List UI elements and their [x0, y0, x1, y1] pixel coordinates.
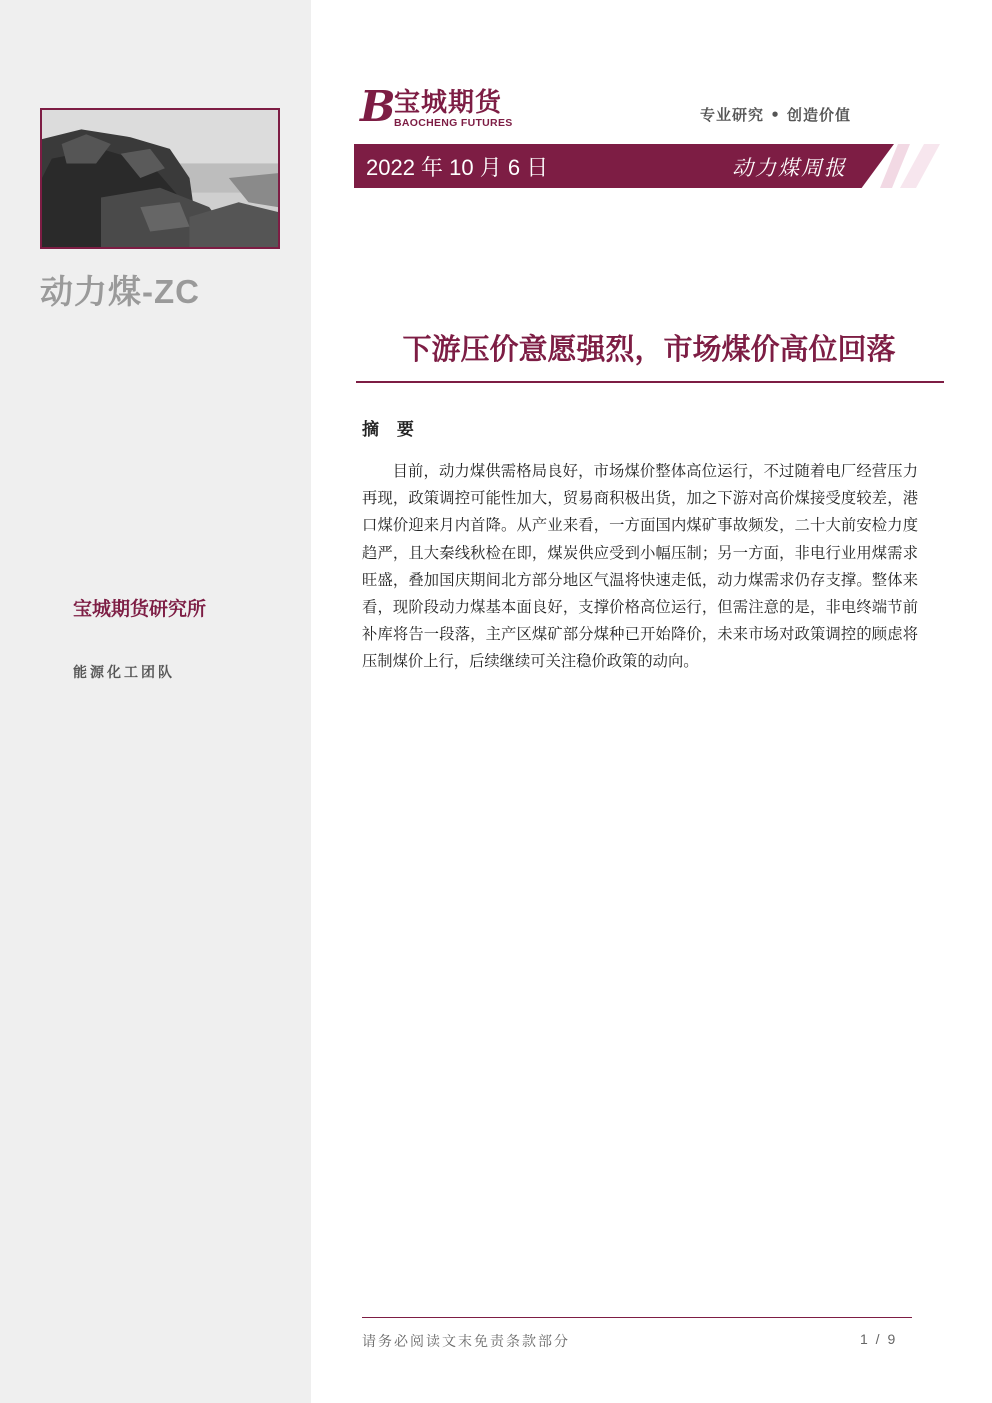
company-logo	[360, 84, 530, 134]
report-date: 2022 年 10 月 6 日	[366, 155, 549, 180]
abstract-body: 目前，动力煤供需格局良好，市场煤价整体高位运行，不过随着电厂经营压力再现，政策调控可能性加大，贸易商积极出货，加之下游对高价煤接受度较差，港口煤价迎来月内首降。从产业来看，一方面国内煤矿事故频发，二十大前安检力度趋严，且大秦线秋检在即，煤炭供应受到小幅压制；另一方面，非电行业用煤需求旺盛，叠加国庆期间北方部分地区气温将快速走低，动力煤需求仍存支撑。整体来看，现阶段动力煤基本面良好，支撑价格高位运行，但需注意的是，非电终端节前补库将告一段落，主产区煤矿部分煤种已开始降价，未来市场对政策调控的顾虑将压制煤价上行，后续继续可关注稳价政策的动向。	[362, 462, 918, 671]
footer-disclaimer: 请务必阅读文末免责条款部分	[362, 1334, 570, 1350]
product-code: 动力煤-ZC	[40, 273, 200, 310]
abstract-heading: 摘 要	[362, 420, 420, 440]
team-name: 能源化工团队	[73, 665, 175, 681]
institute-name: 宝城期货研究所	[73, 598, 207, 620]
logo-chinese-name: 宝城期货	[394, 88, 503, 118]
title-divider	[356, 381, 944, 383]
sidebar	[0, 0, 311, 1403]
page-title: 下游压价意愿强烈，市场煤价高位回落	[402, 332, 896, 366]
logo-english-name: BAOCHENG FUTURES	[394, 117, 513, 129]
logo-mark-icon: B	[360, 82, 396, 131]
slogan: 专业研究 • 创造价值	[700, 106, 852, 124]
report-type: 动力煤周报	[732, 156, 847, 180]
page-number: 1 / 9	[860, 1331, 898, 1347]
cover-photo-coal-pile	[40, 108, 280, 249]
footer-divider	[362, 1317, 912, 1318]
